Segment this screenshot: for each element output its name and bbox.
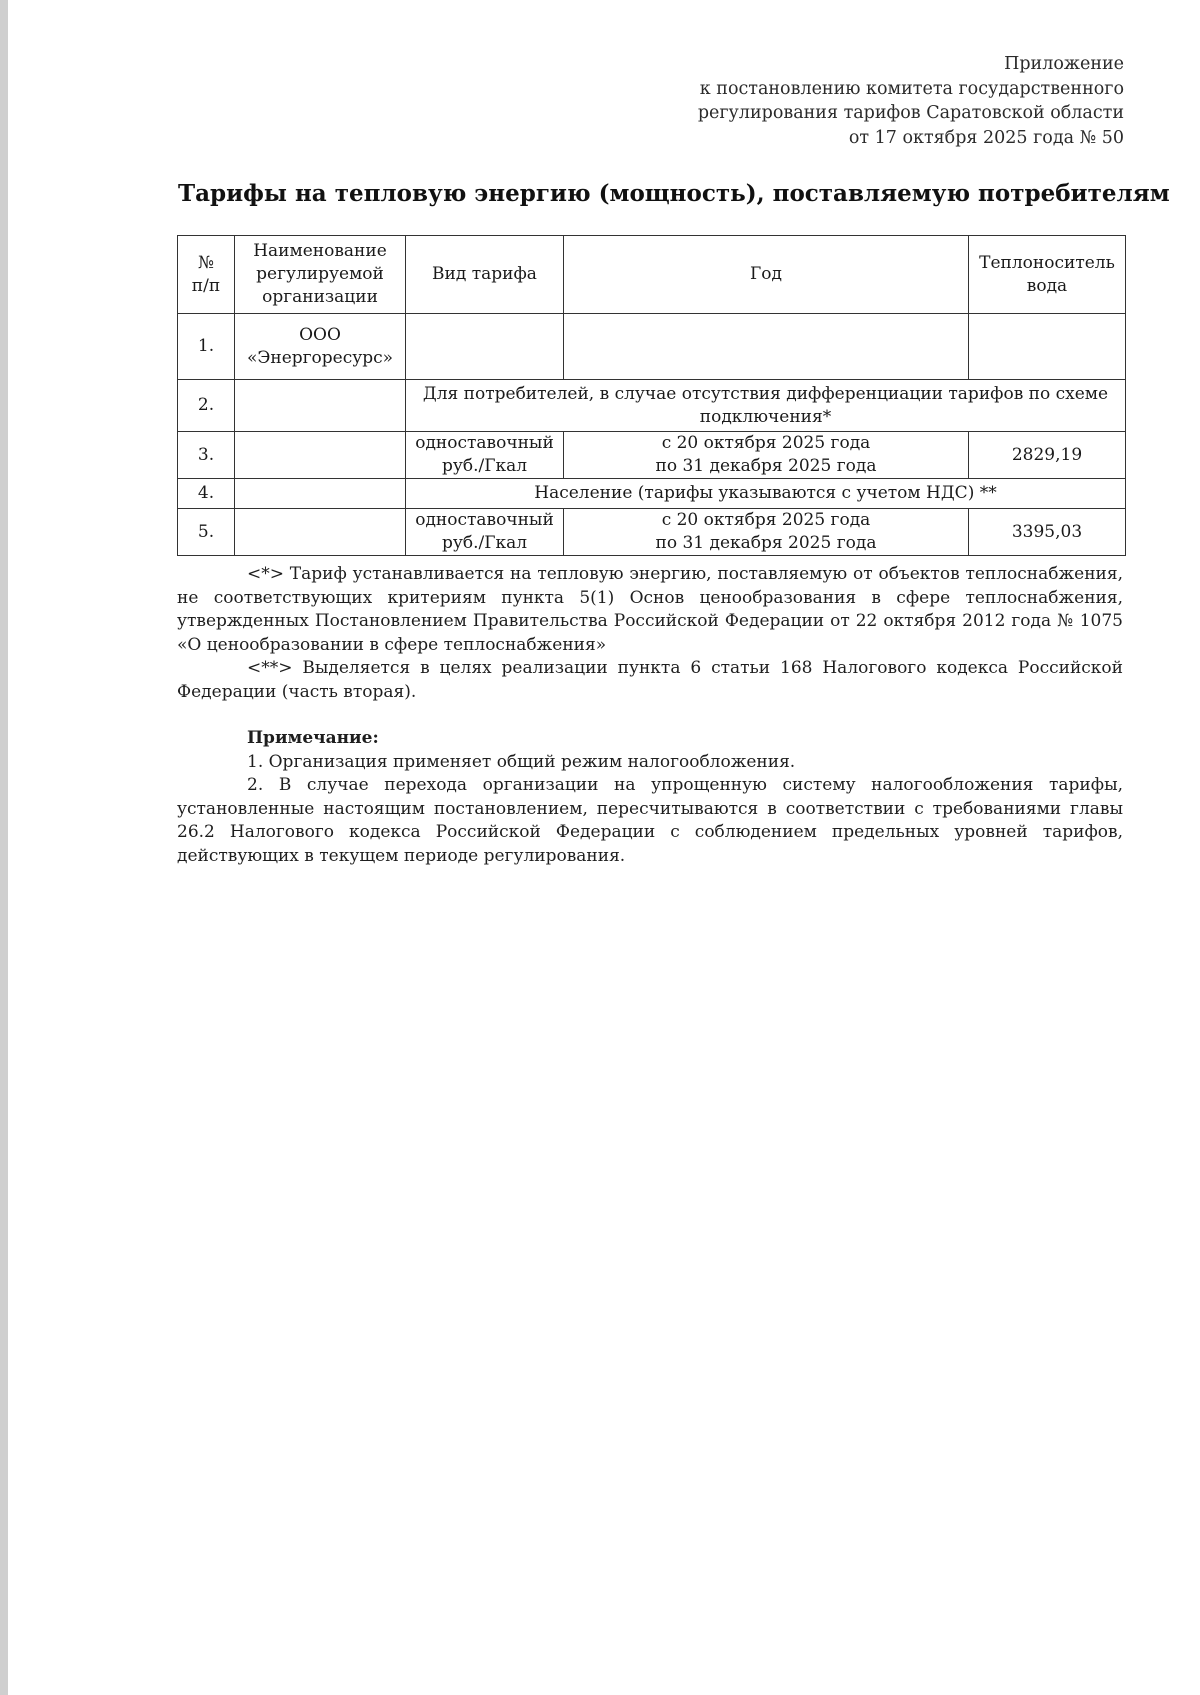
appendix-header [524, 52, 1124, 150]
empty-cell [406, 314, 564, 380]
cell-text: по 31 декабря 2025 года [655, 533, 877, 553]
cell-text: руб./Гкал [441, 456, 528, 476]
footnote-first: <*> Тариф устанавливается на тепловую энергию, поставляемую от объектов теплоснабжения, не соответствующих критериям пункта 5(1) Основ ценообразования в сфере теплоснабжения, утвержденных Постановлением Правительства Российской Федерации от 22 октября 2012 года № 1075 «О ценообразовании в сфере теплоснабжения» [177, 564, 1123, 655]
header-text: п/п [191, 275, 221, 296]
organization-name [235, 314, 406, 380]
header-tariff-type: Вид тарифа [406, 236, 564, 314]
header-text: Теплоноситель [979, 252, 1115, 273]
header-text: Наименование [253, 241, 387, 261]
header-text: регулируемой [256, 264, 384, 284]
tariff-type-cell [406, 509, 564, 556]
cell-text: «Энергоресурс» [246, 347, 394, 368]
appendix-line: к постановлению комитета государственного [699, 78, 1124, 99]
period-cell [564, 432, 969, 479]
cell-text: с 20 октября 2025 года [661, 510, 871, 530]
header-text: № [197, 252, 215, 273]
cell-text: руб./Гкал [441, 533, 528, 553]
remark-item: 2. В случае перехода организации на упрощенную систему налогообложения тарифы, установленные настоящим постановлением, пересчитываются в соответствии с требованиями главы 26.2 Налогового кодекса Российской Федерации с соблюдением предельных уровней тарифов, действующих в текущем периоде регулирования. [177, 775, 1123, 866]
row-number: 1. [178, 314, 235, 380]
group-heading: Население (тарифы указываются с учетом НДС) ** [406, 479, 1126, 509]
tariff-value: 2829,19 [969, 432, 1126, 479]
cell-text: одноставочный [415, 510, 554, 530]
table-row [178, 314, 1126, 380]
cell-text: с 20 октября 2025 года [661, 433, 871, 453]
table-row [178, 432, 1126, 479]
header-text: организации [262, 287, 378, 307]
remark-section [177, 727, 1123, 868]
group-heading: Для потребителей, в случае отсутствия дифференциации тарифов по схеме подключения* [406, 380, 1126, 432]
empty-cell [235, 380, 406, 432]
appendix-line: от 17 октября 2025 года № 50 [848, 127, 1124, 148]
appendix-line: Приложение [1004, 54, 1124, 74]
empty-cell [235, 509, 406, 556]
cell-text: ООО [299, 324, 341, 345]
footnotes [177, 563, 1123, 704]
row-number: 4. [178, 479, 235, 509]
row-number: 3. [178, 432, 235, 479]
empty-cell [969, 314, 1126, 380]
row-number: 5. [178, 509, 235, 556]
header-year: Год [564, 236, 969, 314]
footnote-second: <**> Выделяется в целях реализации пункта 6 статьи 168 Налогового кодекса Российской Федерации (часть вторая). [177, 658, 1123, 702]
remark-item: 1. Организация применяет общий режим налогообложения. [247, 751, 796, 772]
empty-cell [235, 479, 406, 509]
cell-text: по 31 декабря 2025 года [655, 456, 877, 476]
empty-cell [564, 314, 969, 380]
table-row [178, 479, 1126, 509]
cell-text: одноставочный [415, 433, 554, 453]
header-organization [235, 236, 406, 314]
document-title: Тарифы на тепловую энергию (мощность), поставляемую потребителям [178, 180, 1170, 207]
header-text: вода [1026, 275, 1068, 296]
remark-heading: Примечание: [247, 728, 379, 748]
row-number: 2. [178, 380, 235, 432]
table-row [178, 509, 1126, 556]
table-row [178, 380, 1126, 432]
tariff-type-cell [406, 432, 564, 479]
table-header-row [178, 236, 1126, 314]
appendix-line: регулирования тарифов Саратовской области [697, 103, 1124, 123]
period-cell [564, 509, 969, 556]
tariff-value: 3395,03 [969, 509, 1126, 556]
tariff-table [177, 235, 1126, 556]
header-heat-carrier [969, 236, 1126, 314]
empty-cell [235, 432, 406, 479]
header-number [178, 236, 235, 314]
